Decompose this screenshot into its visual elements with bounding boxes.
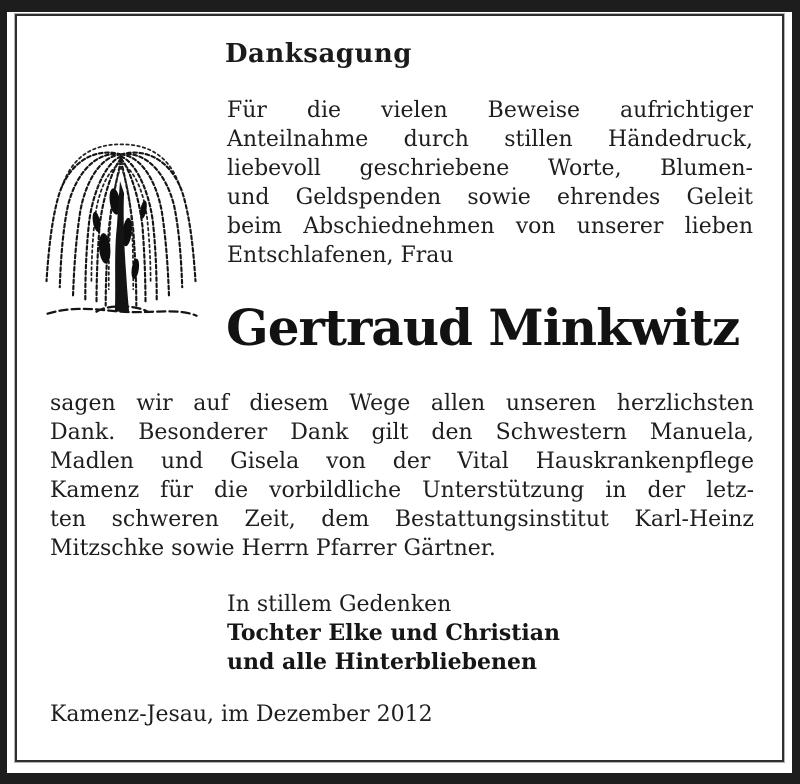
thanks-line: Madlen und Gisela von der Vital Hauskrankenpflege [50, 449, 754, 474]
intro-line: liebevoll geschriebene Worte, Blumen- [227, 156, 753, 181]
mourner-line: Tochter Elke und Christian [227, 620, 560, 646]
thanks-line: Kamenz für die vorbildliche Unterstützung in der letz- [50, 478, 754, 503]
thanks-line: Mitzschke sowie Herrn Pfarrer Gärtner. [50, 536, 496, 561]
thanks-line: ten schweren Zeit, dem Bestattungsinstitut Karl-Heinz [50, 507, 754, 532]
mourner-line: und alle Hinterbliebenen [227, 649, 538, 675]
thanks-line: sagen wir auf diesem Wege allen unseren herzlichsten [50, 391, 754, 416]
notice-title: Danksagung [225, 39, 412, 69]
deceased-name: Gertraud Minkwitz [226, 298, 740, 357]
intro-line: Entschlafenen, Frau [227, 243, 454, 268]
intro-line: Für die vielen Beweise aufrichtiger [227, 98, 753, 123]
intro-line: beim Abschiednehmen von unserer lieben [227, 214, 753, 239]
place-date-line: Kamenz-Jesau, im Dezember 2012 [50, 702, 433, 727]
remembrance-line: In stillem Gedenken [227, 592, 452, 617]
intro-line: Anteilnahme durch stillen Händedruck, [227, 127, 753, 152]
weeping-willow-icon [33, 128, 209, 328]
notice-paper [7, 12, 792, 773]
thanks-line: Dank. Besonderer Dank gilt den Schwestern Manuela, [50, 420, 754, 445]
thanks-paragraph [50, 389, 754, 563]
intro-paragraph [227, 96, 753, 270]
intro-line: und Geldspenden sowie ehrendes Geleit [227, 185, 753, 210]
signature-block [227, 590, 560, 677]
